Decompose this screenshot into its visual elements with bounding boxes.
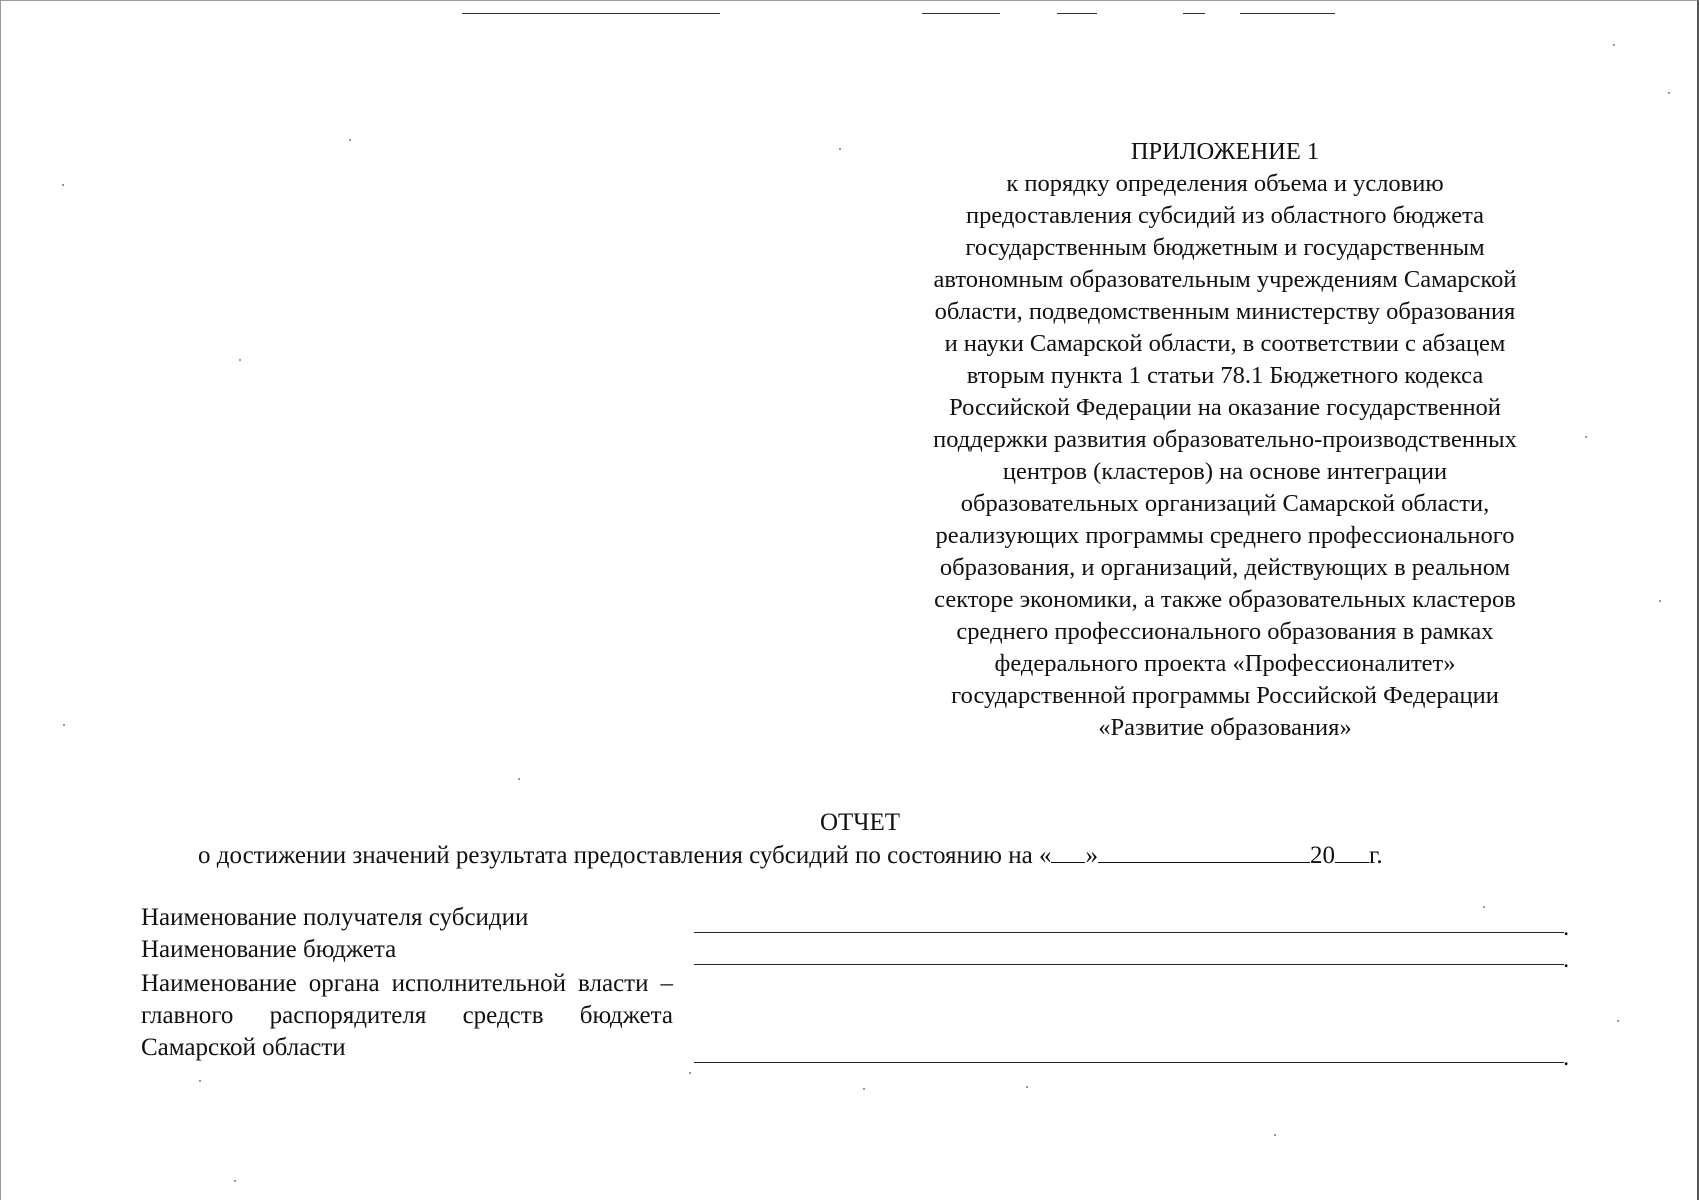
budget-label: Наименование бюджета — [141, 936, 397, 963]
scan-speck — [1668, 92, 1670, 94]
appendix-line: образовательных организаций Самарской области, — [960, 490, 1490, 517]
appendix-line: центров (кластеров) на основе интеграции — [1002, 458, 1448, 485]
scan-speck — [239, 359, 241, 361]
appendix-line: и науки Самарской области, в соответствии с абзацем — [944, 330, 1506, 357]
authority-line-end: . — [1563, 1044, 1570, 1071]
month-blank[interactable] — [1098, 840, 1310, 863]
appendix-line: поддержки развития образовательно-производственных — [933, 426, 1517, 453]
authority-label: Наименование органа исполнительной власти – главного распорядителя средств бюджета Самарской области — [141, 970, 673, 1061]
scan-speck — [1026, 1086, 1028, 1088]
scan-mark — [1240, 13, 1335, 14]
scan-speck — [689, 1072, 691, 1074]
appendix-line: предоставления субсидий из областного бюджета — [966, 202, 1484, 229]
scan-speck — [1659, 600, 1661, 602]
appendix-block — [880, 136, 1570, 744]
recipient-label: Наименование получателя субсидии — [141, 904, 529, 931]
scan-speck — [1613, 44, 1615, 46]
date-open-quote: « — [1038, 842, 1052, 869]
appendix-line: среднего профессионального образования в рамках — [956, 618, 1494, 645]
year-suffix: г. — [1368, 842, 1383, 869]
appendix-heading: ПРИЛОЖЕНИЕ 1 — [1130, 138, 1320, 165]
scan-speck — [349, 139, 351, 141]
appendix-line: к порядку определения объема и условию — [1006, 170, 1444, 197]
appendix-line: реализующих программы среднего профессионального — [935, 522, 1515, 549]
year-prefix: 20 — [1309, 842, 1335, 869]
report-subtitle-text: о достижении значений результата предоставления субсидий по состоянию на — [198, 842, 1033, 869]
appendix-line: федерального проекта «Профессионалитет» — [994, 650, 1456, 677]
appendix-line: государственной программы Российской Федерации — [951, 682, 1499, 709]
scan-speck — [234, 1180, 236, 1182]
scan-speck — [839, 148, 841, 150]
appendix-line: «Развитие образования» — [1098, 714, 1352, 741]
appendix-line: вторым пункта 1 статьи 78.1 Бюджетного кодекса — [966, 362, 1484, 389]
appendix-line: автономным образовательным учреждениям Самарской — [933, 266, 1517, 293]
scan-speck — [863, 1088, 865, 1090]
scan-speck — [1483, 906, 1485, 908]
scan-mark — [462, 13, 720, 14]
appendix-line: Российской Федерации на оказание государственной — [949, 394, 1501, 421]
scan-speck — [199, 1080, 201, 1082]
scan-speck — [1274, 1134, 1276, 1136]
budget-line-end: . — [1563, 946, 1570, 973]
appendix-line: государственным бюджетным и государственным — [965, 234, 1485, 261]
appendix-line: секторе экономики, а также образовательных кластеров — [934, 586, 1516, 613]
scan-speck — [1585, 436, 1587, 438]
scan-speck — [1617, 1020, 1619, 1022]
recipient-line-end: . — [1563, 914, 1570, 941]
date-close-quote: » — [1085, 842, 1098, 869]
scan-mark — [1057, 13, 1097, 14]
budget-field-line[interactable] — [694, 964, 1564, 965]
appendix-line: области, подведомственным министерству образования — [934, 298, 1516, 325]
day-blank[interactable] — [1051, 840, 1085, 863]
scan-mark — [922, 13, 1000, 14]
report-subtitle — [198, 840, 1538, 871]
scan-speck — [518, 778, 520, 780]
authority-field-line[interactable] — [694, 1062, 1564, 1063]
scan-speck — [62, 184, 64, 186]
recipient-field-line[interactable] — [694, 932, 1564, 933]
scan-speck — [63, 724, 65, 726]
scan-mark — [1183, 13, 1205, 14]
appendix-line: образования, и организаций, действующих в реальном — [939, 554, 1511, 581]
year-blank[interactable] — [1335, 840, 1369, 863]
report-title: ОТЧЕТ — [819, 809, 901, 836]
